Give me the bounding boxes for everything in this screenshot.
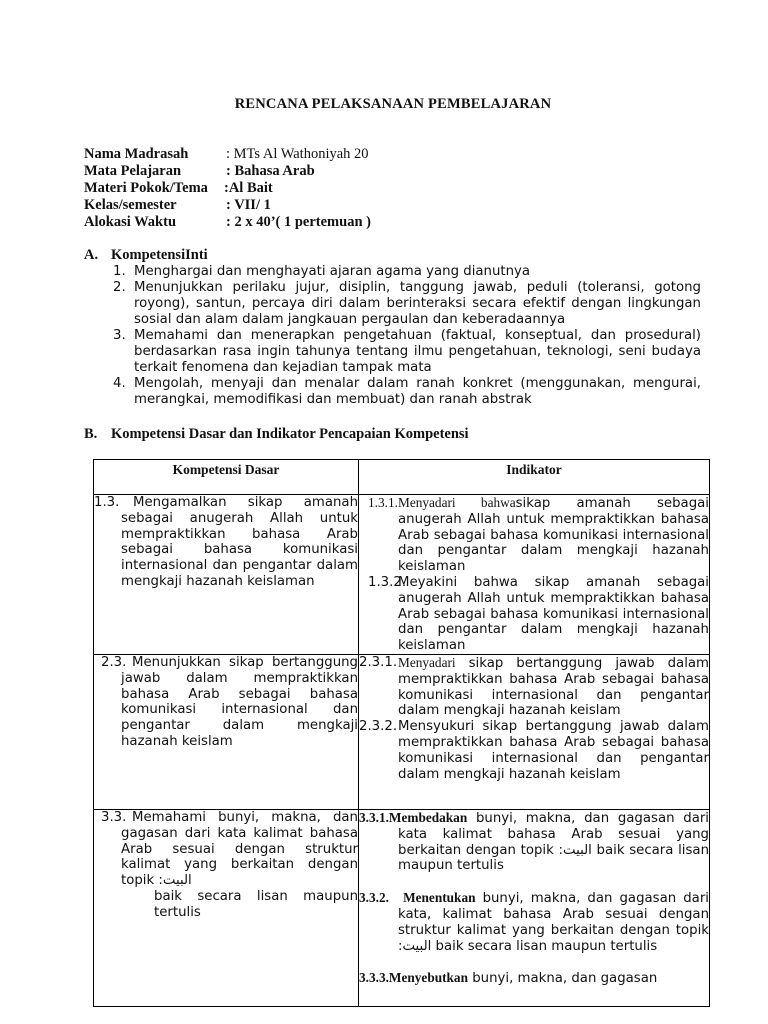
indicator-item [359,495,709,575]
table-row [94,655,710,810]
identity-block [84,146,371,231]
kd-block [94,810,358,921]
list-item [113,328,701,376]
indicator-item [359,810,709,874]
kd-cell [94,495,359,655]
meta-row-madrasah [84,146,369,163]
kd-block [94,495,358,590]
indicator-text-wrap [359,970,709,987]
indicator-cell [359,655,710,810]
indicator-number: 3.3.2. [359,890,389,906]
section-title: Kompetensi Dasar dan Indikator Pencapaian Kompetensi [111,426,469,442]
indicator-lead: Menyadari bahwa [398,495,516,510]
kd-text-wrap [121,810,358,889]
column-header-kd: Kompetensi Dasar [94,460,359,495]
kd-number: 1.3. [94,495,120,510]
kd-text: Mengamalkan sikap amanah sebagai anugerah Allah untuk mempraktikkan bahasa Arab sebagai bahasa komunikasi internasional dan pengantar dalam mengkaji hazanah keislaman [121,495,358,589]
indicator-text: bunyi, makna, dan gagasan dari kata kalimat bahasa Arab sesuai yang berkaitan dengan topik : [398,811,709,858]
meta-row-subject [84,163,315,180]
indicator-lead: Menyadari [398,655,456,670]
meta-row-topic [84,180,273,197]
kd-text: Memahami bunyi, makna, dan gagasan dari kata kalimat bahasa Arab sesuai dengan struktur kalimat yang berkaitan dengan topik : [121,810,358,889]
indicator-cell [359,810,710,1007]
section-title: KompetensiInti [111,247,208,263]
indicator-number: 2.3.1. [359,655,398,670]
indicator-tail: baik secara lisan maupun tertulis [398,842,709,874]
kd-number: 3.3. [101,810,127,825]
indicator-text: sikap amanah sebagai anugerah Allah untuk mempraktikkan bahasa Arab sebagai bahasa komunikasi internasional dan pengantar dalam mengkaji hazanah keislaman [398,496,709,575]
meta-value: :Al Bait [224,180,273,196]
indicator-number: 1.3.1. [368,495,398,510]
meta-value: : 2 x 40’( 1 pertemuan ) [226,214,371,230]
list-text: Mengolah, menyaji dan menalar dalam ranah konkret (menggunakan, mengurai, merangkai, memodifikasi dan membuat) dan ranah abstrak [134,376,701,407]
kd-cell [94,655,359,810]
table-row [94,495,710,655]
kd-cell [94,810,359,1007]
indicator-lead: Membedakan [388,810,468,825]
indicator-text-wrap [398,655,709,719]
meta-row-time [84,214,371,231]
meta-label: Mata Pelajaran [84,163,182,179]
indicator-item [359,575,709,654]
indicator-text: bunyi, makna, dan gagasan dari kata, kalimat bahasa Arab sesuai dengan struktur kalimat yang berkaitan dengan topik : [398,891,709,954]
indicator-cell [359,495,710,655]
table-row [94,810,710,1007]
arabic-topic: البيت [563,842,592,858]
section-letter: B. [84,426,98,442]
indicator-lead: Menyebutkan [388,970,468,986]
indicator-text-wrap [359,810,709,874]
indicator-item [359,890,709,954]
section-b-heading [84,426,469,443]
list-item [113,376,701,408]
list-number: 1. [113,264,126,279]
list-text: Menghargai dan menghayati ajaran agama yang dianutnya [134,264,531,279]
kd-block [94,655,358,750]
list-item [113,264,701,280]
indicator-lead: Menentukan [403,890,476,906]
table-header-row [94,460,710,495]
indicator-item [359,719,709,782]
meta-label: Materi Pokok/Tema [84,180,208,196]
indicator-number: 3.3.1. [359,810,389,825]
indicator-text-wrap [398,495,709,575]
meta-label: Alokasi Waktu [84,214,177,230]
indicator-number: 1.3.2. [368,574,407,590]
meta-value: : MTs Al Wathoniyah 20 [226,146,369,162]
indicator-item [359,655,709,719]
indicator-item [359,970,709,987]
arabic-topic: البيت [402,938,432,954]
indicator-text: bunyi, makna, dan gagasan [472,971,658,987]
meta-value: : VII/ 1 [226,197,271,213]
kd-number: 2.3. [101,655,127,670]
arabic-topic: البيت [162,873,192,889]
indicator-text: Mensyukuri sikap bertanggung jawab dalam mempraktikkan bahasa Arab sebagai bahasa komunikasi internasional dan pengantar dalam mengkaji hazanah keislam [398,719,709,782]
list-number: 3. [113,328,126,343]
meta-label: Nama Madrasah [84,146,189,162]
list-item [113,280,701,328]
list-text: Menunjukkan perilaku jujur, disiplin, tanggung jawab, peduli (toleransi, gotong royong), santun, percaya diri dalam berinteraksi secara efektif dengan lingkungan sosial dan alam dalam jangkauan pergaulan dan keberadaannya [134,280,701,327]
column-header-indicator: Indikator [359,460,710,495]
competence-table [93,459,710,1007]
list-text: Memahami dan menerapkan pengetahuan (faktual, konseptual, dan prosedural) berdasarkan rasa ingin tahunya tentang ilmu pengetahuan, teknologi, seni budaya terkait fenomena dan kejadian tampak mata [134,328,701,375]
indicator-text-wrap [359,890,709,954]
kd-tail: baik secara lisan maupun tertulis [154,888,358,920]
indicator-text: Meyakini bahwa sikap amanah sebagai anugerah Allah untuk mempraktikkan bahasa Arab sebagai bahasa komunikasi internasional dan pengantar dalam mengkaji hazanah keislaman [398,574,709,654]
kd-text: Menunjukkan sikap bertanggung jawab dalam mempraktikkan bahasa Arab sebagai bahasa komunikasi internasional dan pengantar dalam mengkaji hazanah keislam [121,655,358,749]
document-title: RENCANA PELAKSANAAN PEMBELAJARAN [234,96,552,112]
meta-label: Kelas/semester [84,197,177,213]
list-number: 2. [113,280,126,295]
section-a-heading [84,247,208,264]
indicator-tail: baik secara lisan maupun tertulis [435,938,658,954]
core-competence-list [113,264,701,408]
meta-row-class [84,197,271,214]
indicator-number: 2.3.2. [359,719,398,735]
list-number: 4. [113,376,126,391]
section-letter: A. [84,247,99,263]
indicator-text: sikap bertanggung jawab dalam mempraktikkan bahasa Arab sebagai bahasa komunikasi internasional dan pengantar dalam mengkaji hazanah keislam [398,656,709,719]
meta-value: : Bahasa Arab [226,163,315,179]
indicator-number: 3.3.3. [359,970,389,986]
